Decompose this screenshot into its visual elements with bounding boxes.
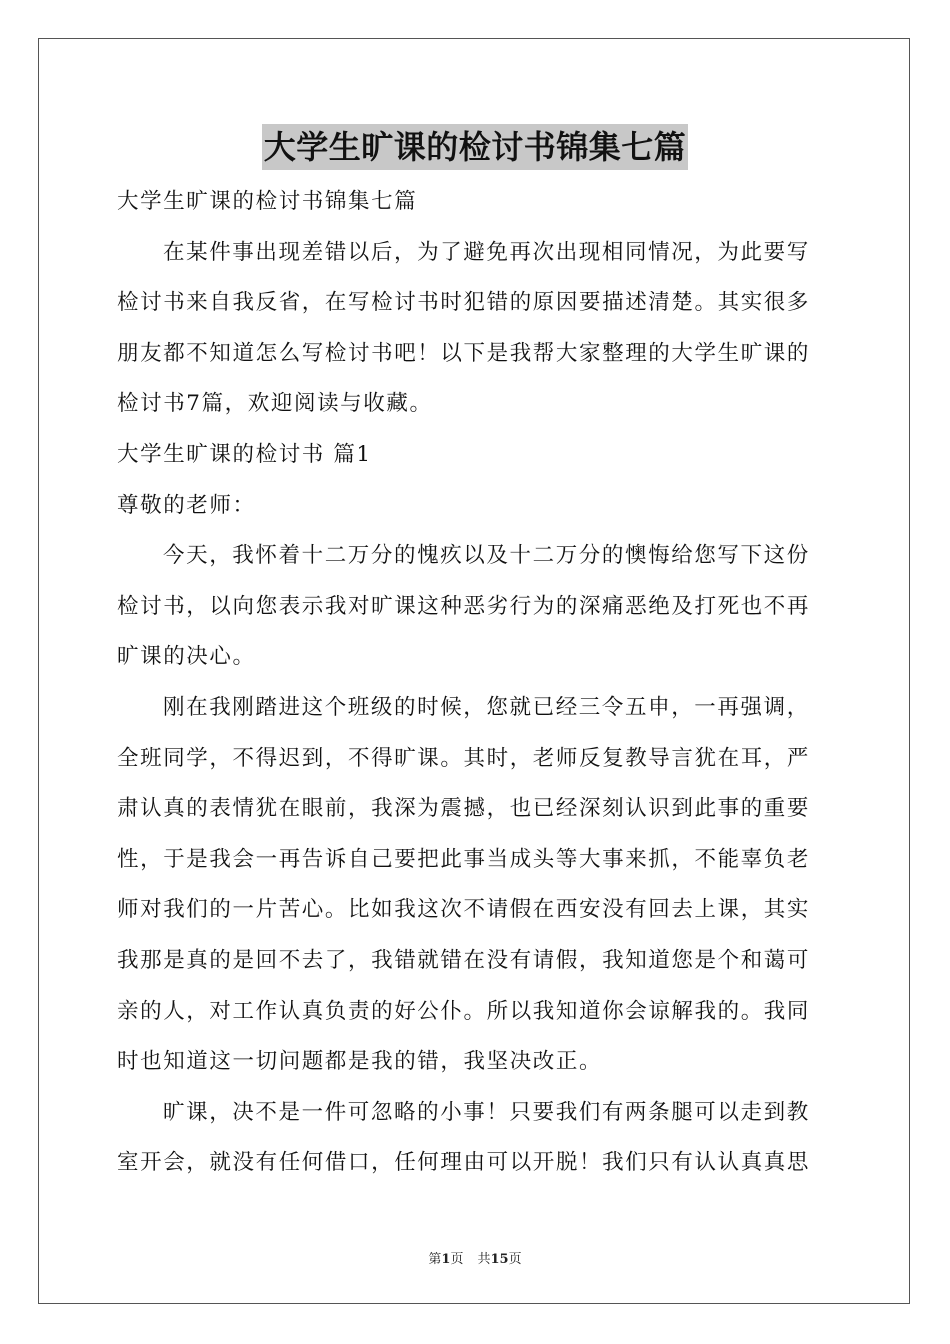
text-line: 刚在我刚踏进这个班级的时候，您就已经三令五申，一再强调， (163, 694, 810, 720)
title-container (0, 124, 950, 170)
text-line: 检讨书，以向您表示我对旷课这种恶劣行为的深痛恶绝及打死也不再 (117, 593, 811, 619)
text-line: 旷课，决不是一件可忽略的小事！只要我们有两条腿可以走到教 (163, 1099, 810, 1125)
text-line: 旷课的决心。 (117, 644, 256, 670)
document-title: 大学生旷课的检讨书锦集七篇 (262, 124, 689, 170)
text-line: 今天，我怀着十二万分的愧疚以及十二万分的懊悔给您写下这份 (163, 543, 810, 569)
text-line: 师对我们的一片苦心。比如我这次不请假在西安没有回去上课，其实 (117, 897, 811, 923)
page-footer (0, 1248, 950, 1267)
text-line: 在某件事出现差错以后，为了避免再次出现相同情况，为此要写 (163, 239, 810, 265)
text-line: 尊敬的老师： (117, 492, 256, 518)
text-line: 检讨书来自我反省，在写检讨书时犯错的原因要描述清楚。其实很多 (117, 290, 811, 316)
text-line: 性，于是我会一再告诉自己要把此事当成头等大事来抓，不能辜负老 (117, 846, 811, 872)
text-line: 朋友都不知道怎么写检讨书吧！以下是我帮大家整理的大学生旷课的 (117, 340, 811, 366)
text-line: 室开会，就没有任何借口，任何理由可以开脱！我们只有认认真真思 (117, 1150, 811, 1176)
text-line: 检讨书7篇，欢迎阅读与收藏。 (117, 391, 433, 417)
total-pages: 15 (490, 1252, 509, 1267)
text-line: 大学生旷课的检讨书 篇1 (117, 441, 372, 467)
text-line: 时也知道这一切问题都是我的错，我坚决改正。 (117, 1049, 603, 1075)
text-line: 亲的人，对工作认真负责的好公仆。所以我知道你会谅解我的。我同 (117, 998, 811, 1024)
page-number: 1 (441, 1252, 451, 1267)
text-line: 肃认真的表情犹在眼前，我深为震撼，也已经深刻认识到此事的重要 (117, 796, 811, 822)
document-body (117, 177, 833, 1189)
text-line: 我那是真的是回不去了，我错就错在没有请假，我知道您是个和蔼可 (117, 947, 811, 973)
total-suffix: 页 (508, 1252, 522, 1267)
total-prefix: 共 (477, 1252, 491, 1267)
page-suffix: 页 (450, 1252, 464, 1267)
text-line: 全班同学，不得迟到，不得旷课。其时，老师反复教导言犹在耳，严 (117, 745, 811, 771)
page-prefix: 第 (428, 1252, 442, 1267)
text-line: 大学生旷课的检讨书锦集七篇 (117, 189, 418, 214)
